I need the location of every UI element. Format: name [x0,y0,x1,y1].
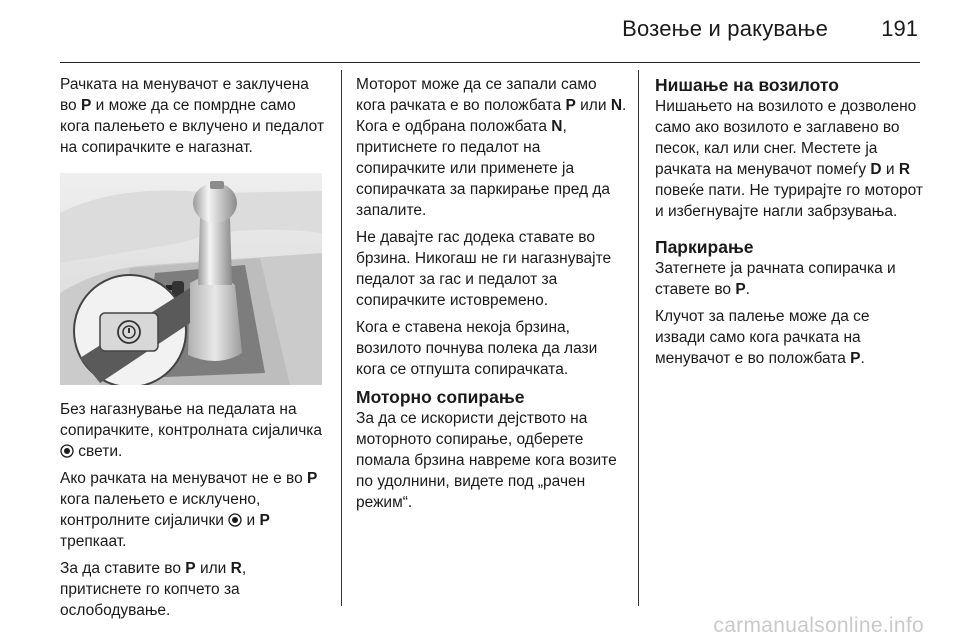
page-number: 191 [881,16,918,41]
engine-braking-paragraph: За да се искористи дејството на моторното сопирање, одберете помала брзина навреме кога возите по удолнини, видете под „рачен режим“. [356,410,617,511]
blinking-lamps-paragraph: Ако рачката на менувачот не е во P кога палењето е исклучено, контролните сијалички и P трепкаат. [60,470,318,550]
gear-lever-image [60,173,322,385]
watermark: carmanualsonline.info [713,614,924,637]
creep-paragraph: Кога е ставена некоја брзина, возилото почнува полека да лази кога се отпушта сопирачката. [356,319,598,378]
brake-pedal-lamp-icon [228,513,242,527]
page-header [60,0,920,63]
release-button-paragraph: За да ставите во P или R, притиснете го копчето за ослободување. [60,560,247,619]
column-divider [638,70,639,606]
column-divider [341,70,342,606]
brake-pedal-lamp-icon [60,444,74,458]
column-right [655,74,923,375]
ignition-key-paragraph: Клучот за палење може да се извади само кога рачката на менувачот е во положбата P. [655,308,870,367]
intro-paragraph: Рачката на менувачот е заклучена во P и може да се помрдне само кога палењето е вклучено и педалот на сопирачките е нагазнат. [60,76,325,156]
engine-start-paragraph: Моторот може да се запали само кога рачката е во положбата P или N. Кога е одбрана положбата N, притиснете го педалот на сопирачките или применете ја сопирачката за паркирање пред да запалите. [356,76,627,219]
section-heading-rocking: Нишање на возилото [655,75,839,95]
rocking-paragraph: Нишањето на возилото е дозволено само ако возилото е заглавено во песок, кал или снег. Местете ја рачката на менувачот помеѓу D и R повеќе пати. Не турирајте го моторот и избегнувајте нагли забрзувања. [655,98,923,220]
section-heading-engine-braking: Моторно сопирање [356,387,525,407]
column-middle [356,74,628,519]
parking-paragraph: Затегнете ја рачната сопирачка и ставете во P. [655,260,896,298]
section-heading-parking: Паркирање [655,237,754,257]
column-left [60,74,325,627]
warning-lamp-paragraph: Без нагазнување на педалата на сопирачките, контролната сијаличка свети. [60,401,323,460]
gear-lever-illustration [60,173,322,385]
page-title: Возење и ракување [622,16,828,41]
no-gas-paragraph: Не давајте гас додека ставате во брзина. Никогаш не ги нагазнувајте педалот за гас и педалот за сопирачките истовремено. [356,229,612,309]
